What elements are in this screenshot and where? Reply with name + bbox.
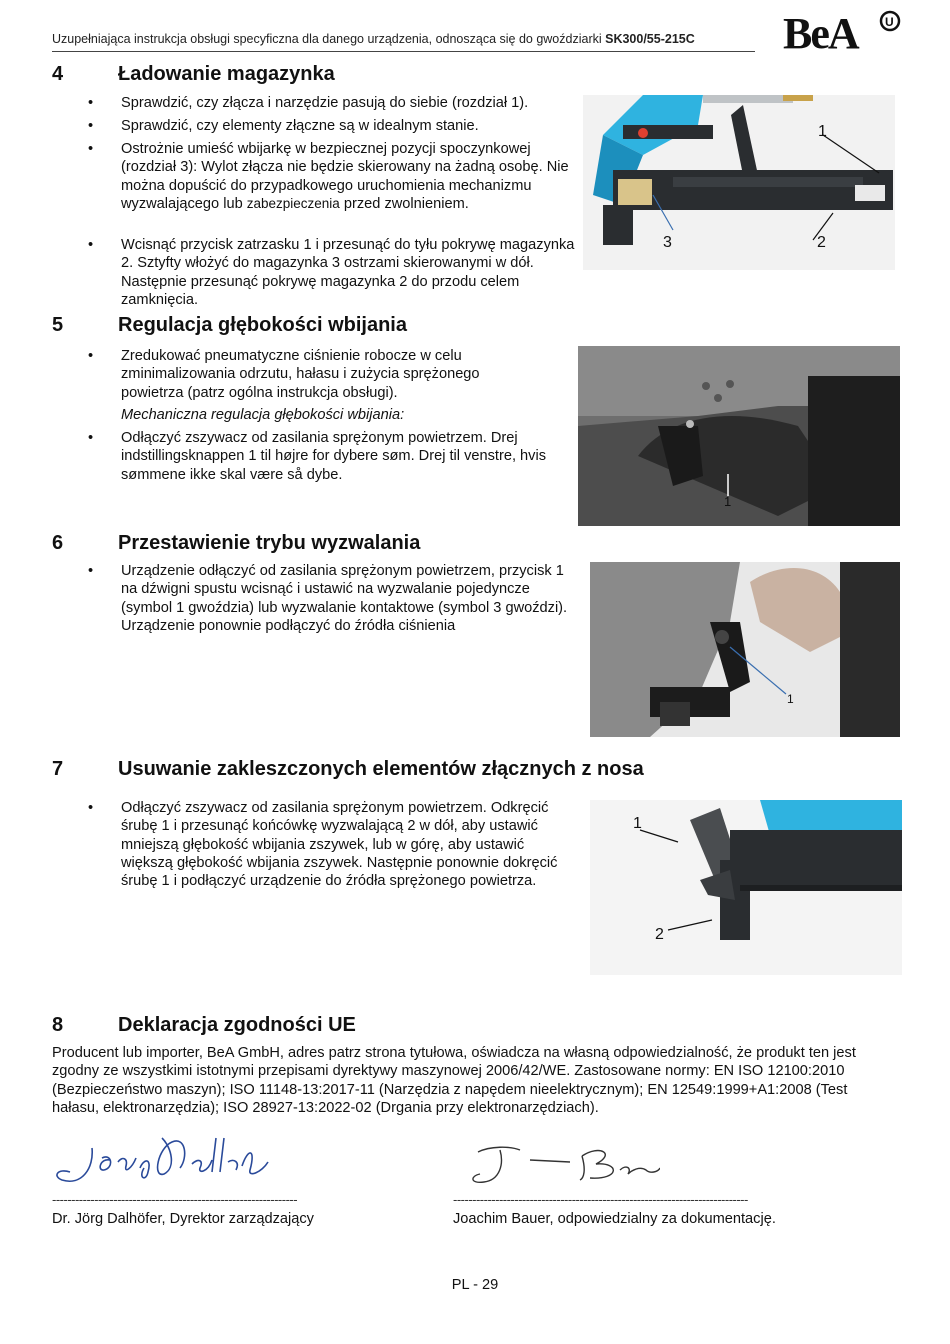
s6-bullet-1: Urządzenie odłączyć od zasilania sprężonym powietrzem, przycisk 1 na dźwigni spustu wcisnąć i ustawić na wyzwalanie pojedyncze (symbol 1 gwoździa) lub wyzwalanie kontaktowe (symbol 3 gwoździ). Urządzenie ponownie podłączyć do źródła ciśnienia	[121, 563, 568, 634]
s5-subheading: Mechaniczna regulacja głębokości wbijania:	[121, 407, 405, 423]
section-6-title: Przestawienie trybu wyzwalania	[118, 532, 421, 554]
magazine-photo	[583, 95, 895, 270]
depth-adjust-photo	[578, 346, 900, 526]
bullet-dot: •	[88, 800, 94, 816]
section-8-number: 8	[52, 1014, 64, 1036]
page-header	[52, 32, 752, 46]
signer-left-name: Dr. Jörg Dalhöfer, Dyrektor zarządzający	[52, 1211, 314, 1227]
s5-bullet-1: Zredukować pneumatyczne ciśnienie robocze w celu zminimalizowania odrzutu, hałasu i zużycia sprężonego powietrza (patrz ogólna instrukcja obsługi).	[121, 348, 480, 401]
bullet-dot: •	[88, 141, 94, 157]
section-5-number: 5	[52, 314, 64, 336]
svg-text:U: U	[885, 15, 894, 29]
s4-bullet-4: Wcisnąć przycisk zatrzasku 1 i przesunąć do tyłu pokrywę magazynka 2. Sztyfty włożyć do magazynka 3 ostrzami skierowanymi w dół. Następnie przesunąć pokrywę magazynka 2 do przodu celem zamknięcia.	[121, 237, 575, 308]
section-4-number: 4	[52, 63, 64, 85]
signature-line-right: -----------------------------------------------------------------------------	[453, 1192, 748, 1207]
bullet-dot: •	[88, 118, 94, 134]
signature-left	[52, 1128, 272, 1190]
page-number: PL - 29	[451, 1277, 499, 1293]
s4-bullet-2: Sprawdzić, czy elementy złączne są w idealnym stanie.	[121, 118, 479, 134]
bullet-dot: •	[88, 563, 94, 579]
bullet-dot: •	[88, 95, 94, 111]
header-model: SK300/55-215C	[605, 32, 695, 46]
header-rule	[52, 51, 755, 52]
section-5-title: Regulacja głębokości wbijania	[118, 314, 407, 336]
callout-1: 1	[787, 692, 794, 706]
svg-text:BeA: BeA	[783, 9, 858, 54]
callout-1: 1	[633, 815, 642, 832]
bullet-dot: •	[88, 237, 94, 253]
section-7-title: Usuwanie zakleszczonych elementów złącznych z nosa	[118, 758, 644, 780]
s4-bullet-3-text: Ostrożnie umieść wbijarkę w bezpiecznej pozycji spoczynkowej (rozdział 3): Wylot złącza nie będzie skierowany na żadną osobę. Nie można dopuścić do przypadkowego uruchomienia mechanizmu wyzwalającego lub	[121, 141, 569, 212]
signature-right	[460, 1140, 660, 1190]
callout-3: 3	[663, 234, 672, 251]
s5-bullet-2: Odłączyć zszywacz od zasilania sprężonym powietrzem. Drej indstillingsknappen 1 til højre for dybere søm. Drej til venstre, hvis sømmene ikke skal være så dybe.	[121, 430, 547, 483]
callout-2: 2	[655, 926, 664, 943]
s7-bullet-1: Odłączyć zszywacz od zasilania sprężonym powietrzem. Odkręcić śrubę 1 i przesunąć końcówkę wyzwalającą 2 w dół, aby ustawić mniejszą głębokość wbijania zszywek, lub w górę, aby ustawić większą głębokość wbijania zszywek. Następnie ponownie dokręcić śrubę 1 i podłączyć urządzenie do źródła sprężonego powietrza.	[121, 800, 558, 890]
s4-bullet-3	[121, 140, 571, 213]
s4-bullet-1: Sprawdzić, czy złącza i narzędzie pasują do siebie (rozdział 1).	[121, 95, 529, 111]
section-7-number: 7	[52, 758, 64, 780]
section-6-number: 6	[52, 532, 64, 554]
bullet-dot: •	[88, 430, 94, 446]
s4-bullet-3-small: zabezpieczenia	[246, 195, 340, 211]
signature-line-left: ----------------------------------------------------------------	[52, 1192, 298, 1207]
callout-1: 1	[818, 123, 827, 140]
s4-bullet-3-tail: przed zwolnieniem.	[339, 195, 469, 212]
declaration-text: Producent lub importer, BeA GmbH, adres patrz strona tytułowa, oświadcza na własną odpowiedzialność, że produkt ten jest zgodny ze wszystkimi istotnymi przepisami dyrektywy maszynowej 2006/42/WE. Zastosowane normy: EN ISO 12100:2010 (Bezpieczeństwo maszyn); ISO 11148-13:2017-11 (Narzędzia z napędem nieelektrycznym); EN 12549:1999+A1:2008 (Test hałasu, elektronarzędzia); ISO 28927-13:2022-02 (Drgania przy elektronarzędziach).	[52, 1045, 856, 1116]
bullet-dot: •	[88, 348, 94, 364]
callout-1: 1	[724, 494, 732, 509]
section-4-title: Ładowanie magazynka	[118, 63, 335, 85]
header-text: Uzupełniająca instrukcja obsługi specyficzna dla danego urządzenia, odnosząca się do gwoździarki	[52, 32, 606, 46]
bea-logo	[783, 8, 901, 54]
trigger-mode-photo	[590, 562, 900, 737]
section-8-title: Deklaracja zgodności UE	[118, 1014, 356, 1036]
callout-2: 2	[817, 234, 826, 251]
signer-right-name: Joachim Bauer, odpowiedzialny za dokumentację.	[453, 1211, 776, 1227]
